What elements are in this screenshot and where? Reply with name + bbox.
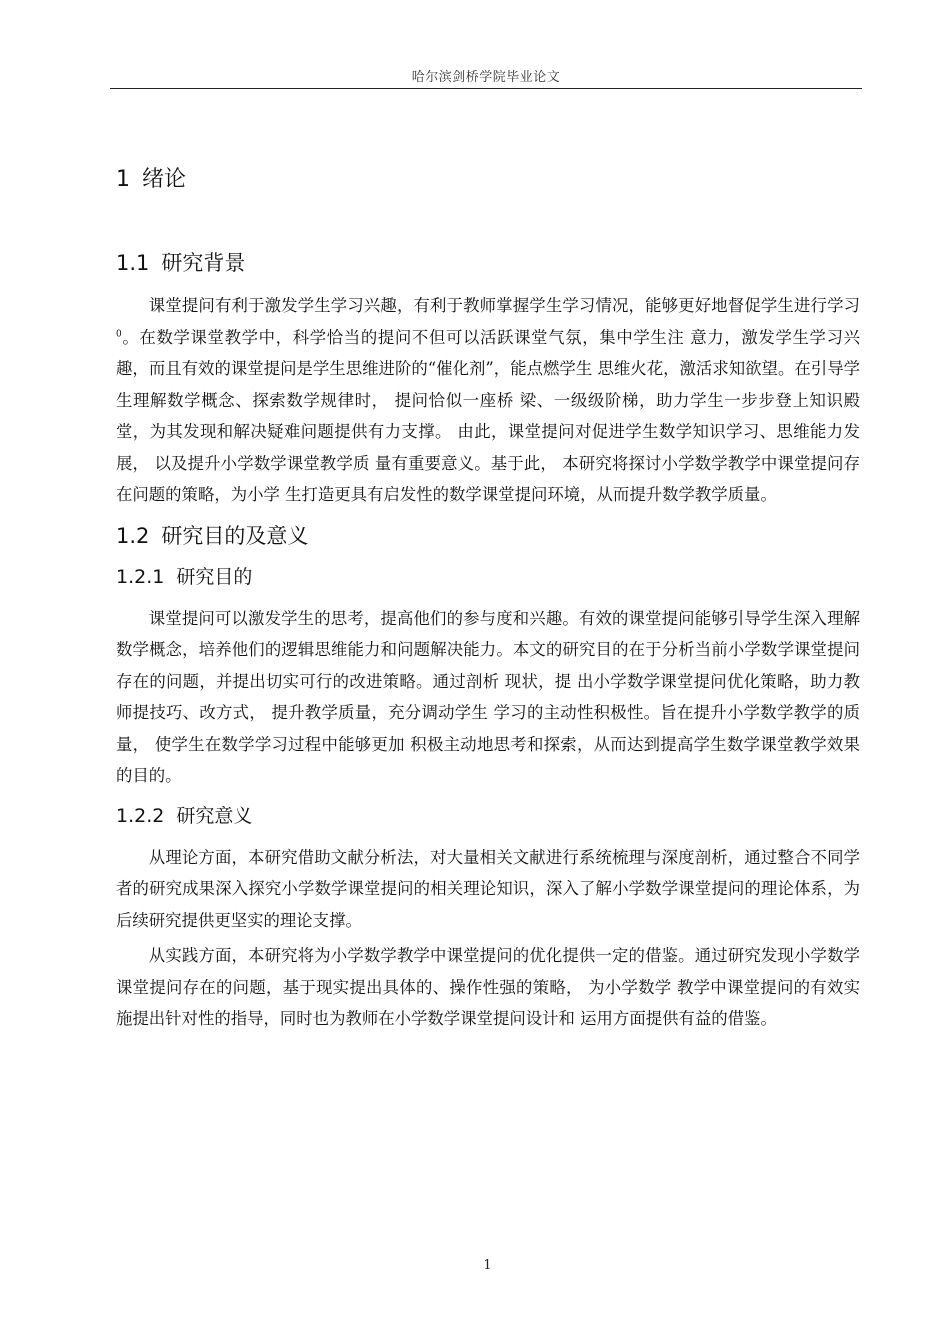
- background-text-b: 。在数学课堂教学中，科学恰当的提问不但可以活跃课堂气氛，集中学生注 意力，激发学生学习兴趣，而且有效的课堂提问是学生思维进阶的“催化剂”，能点燃学生 思维火花，激活求知欲望。在引导学生理解数学概念、探索数学规律时， 提问恰似一座桥 梁、一级级阶梯，助力学生一步步登上知识殿堂，为其发现和解决疑难问题提供有力支撑。 由此，课堂提问对促进学生数学知识学习、思维能力发展， 以及提升小学数学课堂教学质 量有重要意义。基于此， 本研究将探讨小学数学教学中课堂提问存在问题的策略，为小学 生打造更具有启发性的数学课堂提问环境，从而提升数学教学质量。: [116, 327, 860, 504]
- section-heading-1-2: [116, 521, 860, 551]
- subsection-heading-1-2-1: [116, 563, 860, 591]
- citation-mark: 0: [116, 329, 122, 340]
- significance-paragraph-theory: 从理论方面，本研究借助文献分析法，对大量相关文献进行系统梳理与深度剖析，通过整合不同学者的研究成果深入探究小学数学课堂提问的相关理论知识，深入了解小学数学课堂提问的理论体系，为后续研究提供更坚实的理论支撑。: [116, 847, 860, 930]
- section-number: 1.2: [116, 523, 150, 548]
- section-title: 研究背景: [161, 251, 246, 275]
- subsection-title: 研究意义: [176, 804, 253, 827]
- chapter-heading: [116, 164, 860, 196]
- section-heading-1-1: [116, 248, 860, 278]
- purpose-paragraph: 课堂提问可以激发学生的思考，提高他们的参与度和兴趣。有效的课堂提问能够引导学生深入理解数学概念，培养他们的逻辑思维能力和问题解决能力。本文的研究目的在于分析当前小学数学课堂提问存在的问题，并提出切实可行的改进策略。通过剖析 现状，提 出小学数学课堂提问优化策略，助力教师提技巧、改方式， 提升教学质量，充分调动学生 学习的主动性积极性。旨在提升小学数学教学的质量， 使学生在数学学习过程中能够更加 积极主动地思考和探索，从而达到提高学生数学课堂教学效果的目的。: [116, 608, 860, 785]
- chapter-number: 1: [116, 167, 130, 192]
- header-rule: [110, 88, 862, 89]
- section-title: 研究目的及意义: [161, 523, 309, 548]
- subsection-heading-1-2-2: [116, 802, 860, 830]
- chapter-title: 绪论: [142, 167, 187, 192]
- background-paragraph: [116, 290, 860, 511]
- page-body: [116, 150, 860, 1035]
- page-number: 1: [483, 1258, 492, 1273]
- subsection-number: 1.2.1: [116, 565, 165, 588]
- running-header: 哈尔滨剑桥学院毕业论文: [411, 70, 561, 85]
- subsection-title: 研究目的: [176, 565, 253, 588]
- significance-paragraph-practice: 从实践方面，本研究将为小学数学教学中课堂提问的优化提供一定的借鉴。通过研究发现小学数学课堂提问存在的问题，基于现实提出具体的、操作性强的策略， 为小学数学 教学中课堂提问的有效实施提出针对性的指导，同时也为教师在小学数学课堂提问设计和 运用方面提供有益的借鉴。: [116, 946, 860, 1028]
- subsection-number: 1.2.2: [116, 804, 165, 827]
- background-text-a: 课堂提问有利于激发学生学习兴趣，有利于教师掌握学生学习情况，能够更好地督促学生进行学习: [148, 296, 860, 315]
- section-number: 1.1: [116, 251, 150, 275]
